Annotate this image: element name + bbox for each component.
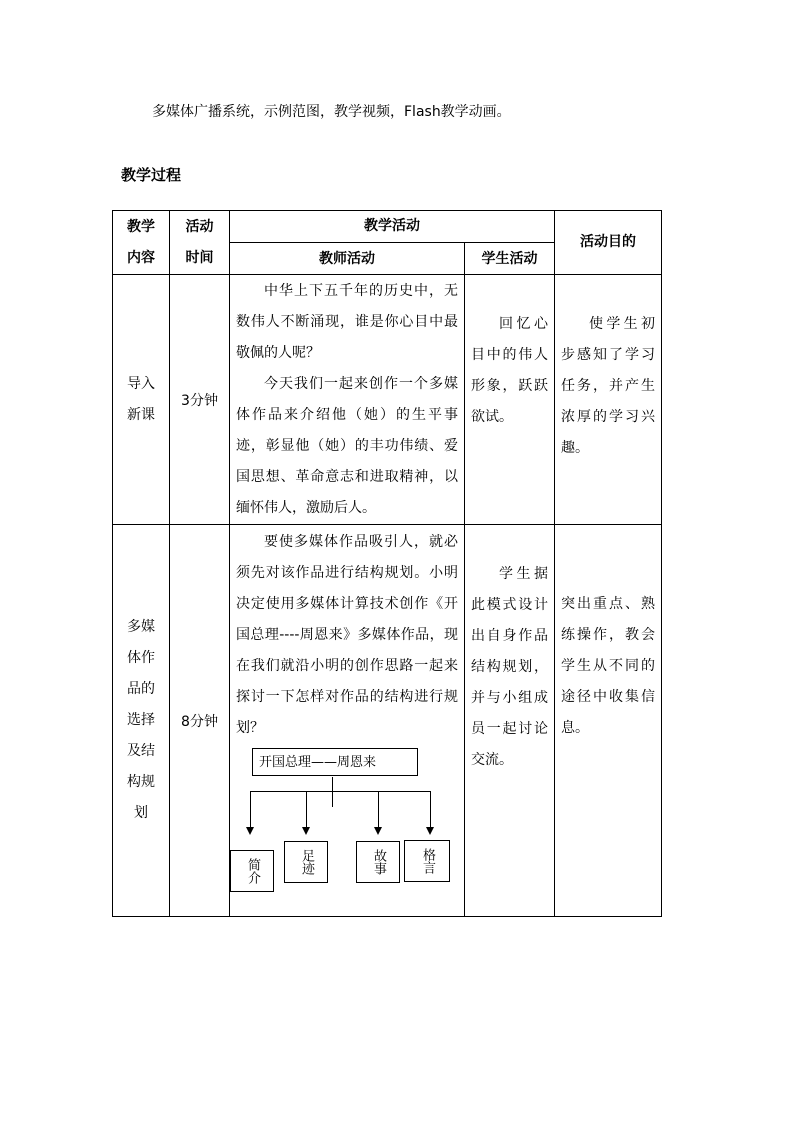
arrow-down-icon bbox=[246, 827, 254, 835]
header-content: 教学 内容 bbox=[113, 211, 170, 275]
header-teacher: 教师活动 bbox=[230, 243, 465, 275]
table-row bbox=[113, 525, 662, 917]
row1-student: 回忆心目中的伟人形象，跃跃欲试。 bbox=[465, 275, 555, 525]
diagram-child-box: 故事 bbox=[356, 841, 400, 883]
section-heading: 教学过程 bbox=[121, 166, 182, 184]
diagram-connector bbox=[250, 791, 430, 792]
row2-purpose: 突出重点、熟练操作，教会学生从不同的途径中收集信息。 bbox=[555, 525, 662, 917]
row2-student: 学生据此模式设计出自身作品结构规划，并与小组成员一起讨论交流。 bbox=[465, 525, 555, 917]
row1-time: 3分钟 bbox=[170, 275, 230, 525]
header-student: 学生活动 bbox=[465, 243, 555, 275]
row1-teacher: 中华上下五千年的历史中，无数伟人不断涌现，谁是你心目中最敬佩的人呢？ 今天我们一起来创作一个多媒体作品来介绍他（她）的生平事迹，彰显他（她）的丰功伟绩、爱国思想、革命意志和进取精神，以缅怀伟人，激励后人。 bbox=[230, 275, 465, 525]
row2-time: 8分钟 bbox=[170, 525, 230, 917]
header-activity: 教学活动 bbox=[230, 211, 555, 243]
diagram-child-box: 足迹 bbox=[284, 841, 328, 883]
diagram-connector bbox=[306, 791, 307, 827]
arrow-down-icon bbox=[302, 827, 310, 835]
diagram-connector bbox=[430, 791, 431, 827]
structure-diagram bbox=[230, 744, 460, 909]
diagram-connector bbox=[378, 791, 379, 827]
header-purpose: 活动目的 bbox=[555, 211, 662, 275]
diagram-child-box: 格言 bbox=[404, 840, 450, 882]
row1-content: 导入 新课 bbox=[113, 275, 170, 525]
diagram-connector bbox=[250, 791, 251, 827]
diagram-connector bbox=[332, 777, 333, 807]
diagram-root-box: 开国总理——周恩来 bbox=[252, 748, 418, 776]
header-time: 活动 时间 bbox=[170, 211, 230, 275]
row2-content: 多媒 体作 品的 选择 及结 构规 划 bbox=[113, 525, 170, 917]
lesson-plan-table bbox=[112, 210, 662, 917]
table-row bbox=[113, 275, 662, 525]
row1-purpose: 使学生初步感知了学习任务，并产生浓厚的学习兴趣。 bbox=[555, 275, 662, 525]
arrow-down-icon bbox=[374, 827, 382, 835]
diagram-child-box: 简介 bbox=[230, 850, 274, 892]
arrow-down-icon bbox=[426, 827, 434, 835]
row2-teacher: 要使多媒体作品吸引人，就必须先对该作品进行结构规划。小明决定使用多媒体计算技术创作《开国总理----周恩来》多媒体作品，现在我们就沿小明的创作思路一起来探讨一下怎样对作品的结构进行规划？ 开国总理——周恩来 简介 足迹 故事 格言 bbox=[230, 525, 465, 917]
materials-line: 多媒体广播系统，示例范图，教学视频，Flash教学动画。 bbox=[152, 104, 511, 120]
